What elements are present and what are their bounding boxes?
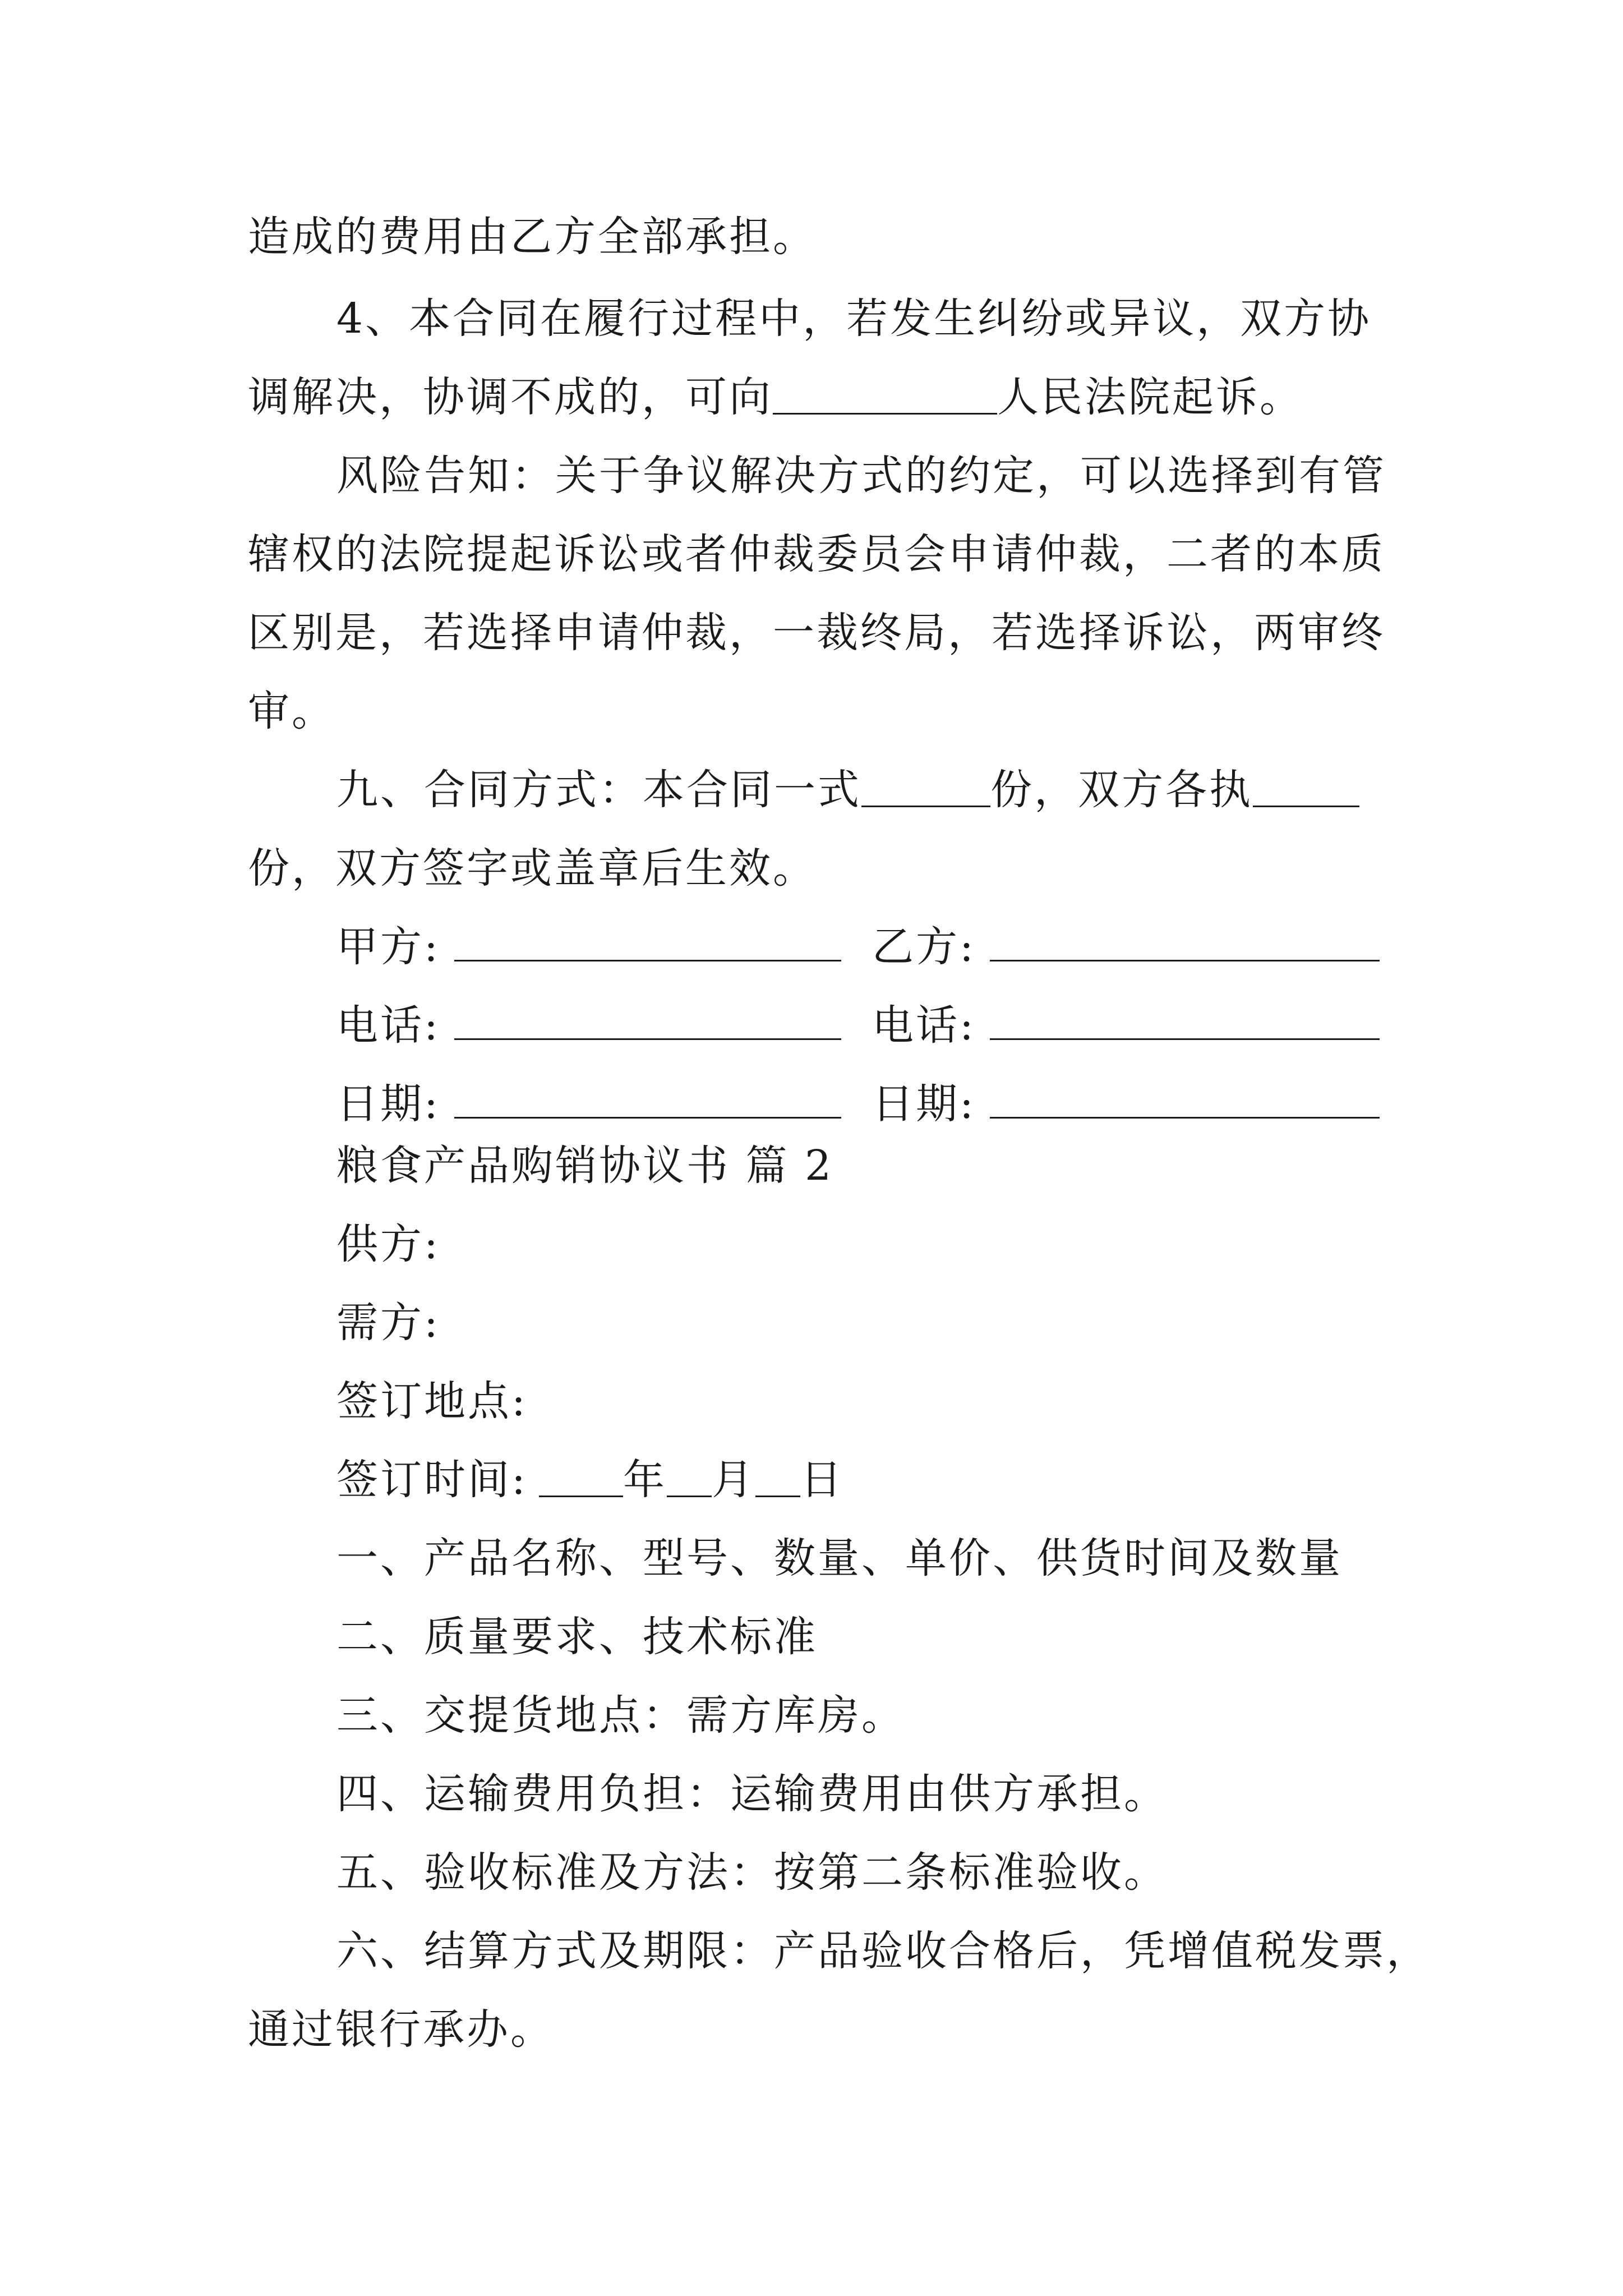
party-b-blank bbox=[990, 958, 1380, 961]
text: 一、产品名称、型号、数量、单价、供货时间及数量 bbox=[336, 1534, 1343, 1582]
text: 五、验收标准及方法：按第二条标准验收。 bbox=[336, 1848, 1168, 1897]
text: 风险告知：关于争议解决方式的约定，可以选择到有管 bbox=[336, 452, 1386, 500]
text: 日 bbox=[800, 1456, 844, 1504]
text: 六、结算方式及期限：产品验收合格后，凭增值税发票， bbox=[336, 1927, 1430, 1975]
fill-blank-court bbox=[773, 371, 997, 415]
paragraph-line bbox=[336, 762, 1381, 818]
party-b-label: 乙方: bbox=[872, 923, 976, 971]
sign-place-line bbox=[336, 1373, 1381, 1429]
paragraph-line bbox=[248, 840, 1381, 896]
buyer-line bbox=[336, 1295, 1381, 1351]
date-b-label: 日期: bbox=[872, 1080, 976, 1128]
text: 区别是，若选择申请仲裁，一裁终局，若选择诉讼，两审终 bbox=[248, 609, 1385, 657]
section-title bbox=[336, 1138, 1381, 1194]
text: 年 bbox=[623, 1456, 667, 1504]
list-item bbox=[336, 1687, 1381, 1743]
text: 辖权的法院提起诉讼或者仲裁委员会申请仲裁，二者的本质 bbox=[248, 530, 1385, 578]
supplier-line bbox=[336, 1216, 1381, 1272]
text: 月 bbox=[711, 1456, 755, 1504]
text: 四、运输费用负担：运输费用由供方承担。 bbox=[336, 1770, 1168, 1818]
party-a-blank bbox=[454, 958, 841, 961]
text: 九、合同方式：本合同一式 bbox=[336, 766, 861, 814]
paragraph-line bbox=[248, 683, 1381, 739]
text: 通过银行承办。 bbox=[248, 2005, 554, 2054]
text: 份，双方各执 bbox=[990, 766, 1253, 814]
date-a-blank bbox=[454, 1115, 841, 1119]
paragraph-line bbox=[336, 291, 1381, 347]
phone-b-blank bbox=[990, 1037, 1380, 1040]
list-item bbox=[336, 1530, 1381, 1586]
text: 造成的费用由乙方全部承担。 bbox=[248, 213, 817, 261]
text: 4、本合同在履行过程中，若发生纠纷或异议，双方协 bbox=[336, 295, 1372, 343]
date-a-label: 日期: bbox=[336, 1080, 440, 1128]
party-a-label: 甲方: bbox=[336, 923, 440, 971]
text: 审。 bbox=[248, 687, 335, 735]
text: 签订时间: bbox=[336, 1456, 528, 1504]
fill-blank-each bbox=[1253, 764, 1359, 807]
sign-time-line bbox=[336, 1452, 1381, 1508]
list-item bbox=[336, 1844, 1381, 1901]
fill-blank-month bbox=[667, 1454, 712, 1497]
phone-a-label: 电话: bbox=[336, 1001, 440, 1050]
paragraph-line bbox=[248, 369, 1381, 425]
fill-blank-day bbox=[755, 1454, 800, 1497]
paragraph-line bbox=[336, 448, 1386, 504]
paragraph-line bbox=[248, 209, 1381, 265]
date-b-blank bbox=[990, 1115, 1380, 1119]
text: 粮食产品购销协议书 篇 2 bbox=[336, 1142, 834, 1190]
paragraph-line bbox=[248, 526, 1385, 582]
phone-b-label: 电话: bbox=[872, 1001, 976, 1050]
list-item bbox=[248, 2001, 1381, 2058]
text: 签订地点: bbox=[336, 1377, 528, 1425]
list-item bbox=[336, 1766, 1381, 1822]
fill-blank-year bbox=[539, 1454, 623, 1497]
text: 供方: bbox=[336, 1220, 440, 1268]
text: 三、交提货地点：需方库房。 bbox=[336, 1691, 905, 1740]
paragraph-line bbox=[248, 605, 1385, 661]
list-item bbox=[336, 1923, 1430, 1979]
text: 人民法院起诉。 bbox=[997, 373, 1303, 421]
text: 需方: bbox=[336, 1299, 440, 1347]
fill-blank-copies bbox=[861, 764, 990, 807]
text: 调解决，协调不成的，可向 bbox=[248, 373, 773, 421]
text: 二、质量要求、技术标准 bbox=[336, 1613, 818, 1661]
phone-a-blank bbox=[454, 1037, 841, 1040]
list-item bbox=[336, 1609, 1381, 1665]
text: 份，双方签字或盖章后生效。 bbox=[248, 844, 817, 892]
